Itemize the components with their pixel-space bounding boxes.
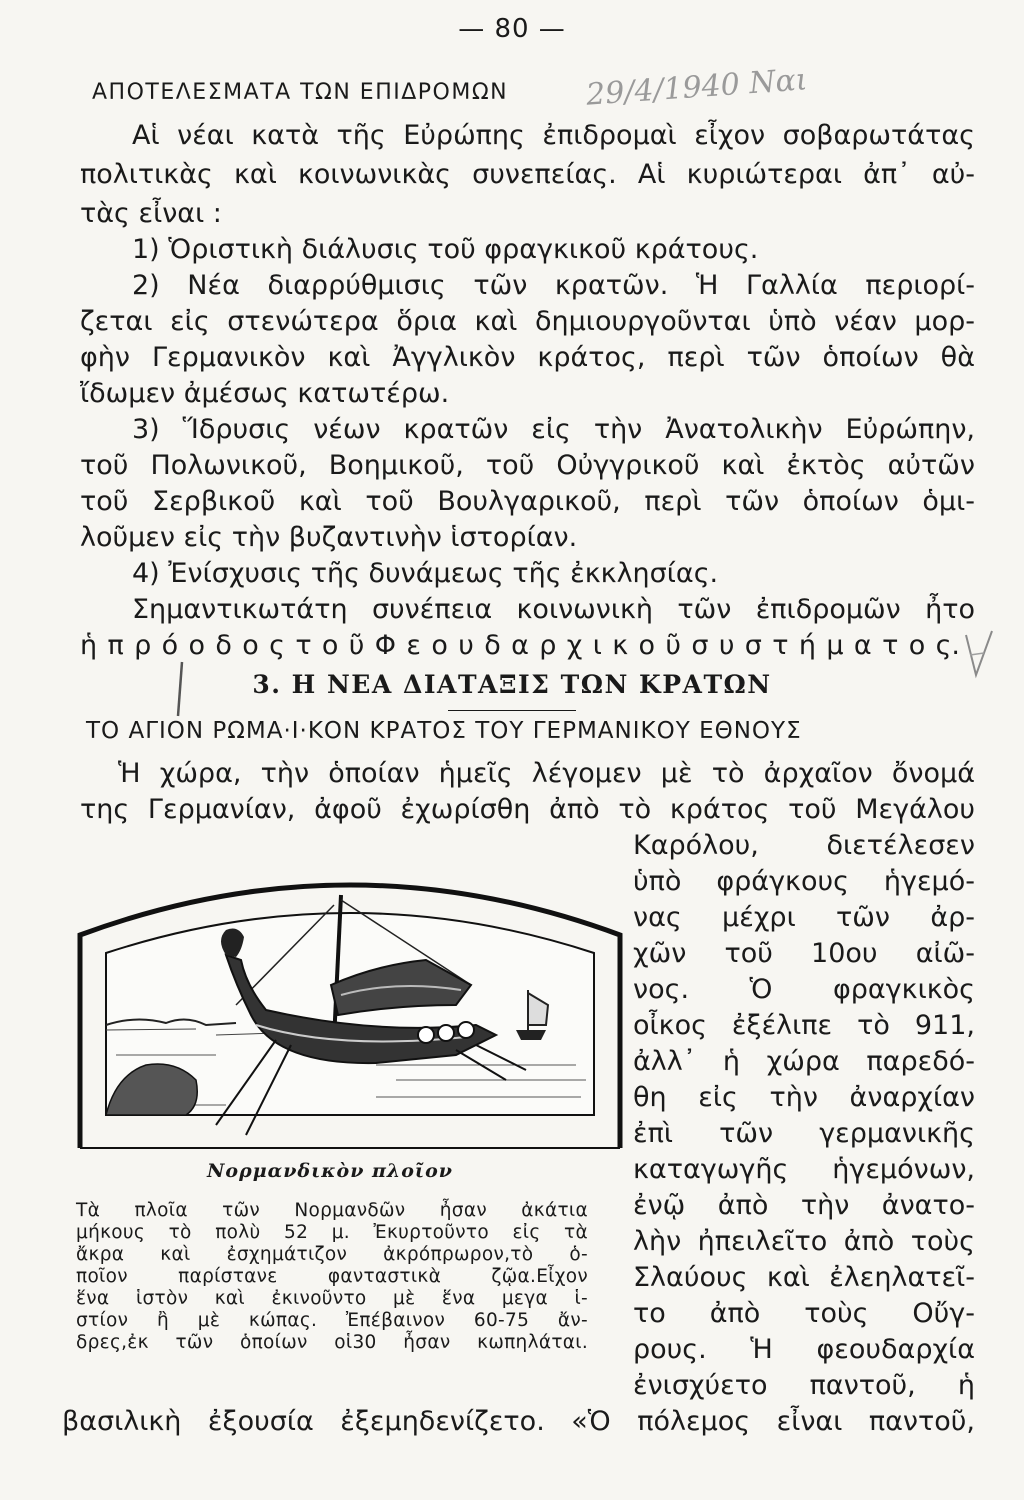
text-line-spaced: ἡ π ρ ό ο δ ο ς τ ο ῦ Φ ε ο υ δ α ρ χ ι κ ο ῦ σ υ σ τ ή μ α τ ο ς. bbox=[80, 630, 960, 661]
text-line: Σημαντικωτάτη συνέπεια κοινωνικὴ τῶν ἐπιδρομῶν ἦτο bbox=[132, 594, 975, 625]
column-line: ὑπὸ φράγκους ἡγεμό- bbox=[633, 866, 975, 897]
list-item-2: 2) Νέα διαρρύθμισις τῶν κρατῶν. Ἡ Γαλλία περιορί- bbox=[132, 270, 975, 301]
text-line: τὰς εἶναι : bbox=[80, 198, 222, 229]
column-line: το ἀπὸ τοὺς Οὔγ- bbox=[633, 1298, 975, 1329]
column-line: λὴν ἠπειλεῖτο ἀπὸ τοὺς bbox=[633, 1226, 975, 1257]
norman-ship-illustration bbox=[76, 865, 624, 1150]
text-line: πολιτικὰς καὶ κοινωνικὰς συνεπείας. Αἱ κυριώτεραι ἀπ᾽ αὐ- bbox=[80, 159, 975, 190]
column-line: ἐπὶ τῶν γερμανικῆς bbox=[633, 1118, 975, 1149]
list-item-3: 3) Ἵδρυσις νέων κρατῶν εἰς τὴν Ἀνατολικὴν Εὐρώπην, bbox=[132, 414, 975, 445]
text-line: Ἡ χώρα, τὴν ὁποίαν ἡμεῖς λέγομεν μὲ τὸ ἀρχαῖον ὄνομά bbox=[118, 758, 975, 789]
caption-line: ἕνα ἱστὸν καὶ ἐκινοῦντο μὲ ἕνα μεγα ἱ- bbox=[76, 1288, 588, 1309]
text-line: ζεται εἰς στενώτερα ὅρια καὶ δημιουργοῦνται ὑπὸ νέαν μορ- bbox=[80, 306, 975, 337]
column-line: ρους. Ἡ φεουδαρχία bbox=[633, 1334, 975, 1365]
section-heading-results: ΑΠΟΤΕΛΕΣΜΑΤΑ ΤΩΝ ΕΠΙΔΡΟΜΩΝ bbox=[92, 80, 509, 105]
column-line: ἐνῷ ἀπὸ τὴν ἀνατο- bbox=[633, 1190, 975, 1221]
column-line: Σλαύους καὶ ἐλεηλατεῖ- bbox=[633, 1262, 975, 1293]
section-title: 3. Η ΝΕΑ ΔΙΑΤΑΞΙΣ ΤΩΝ ΚΡΑΤΩΝ bbox=[252, 670, 772, 699]
text-line-last: βασιλικὴ ἐξουσία ἐξεμηδενίζετο. «Ὁ πόλεμος εἶναι παντοῦ, bbox=[62, 1406, 975, 1437]
text-line: Αἱ νέαι κατὰ τῆς Εὐρώπης ἐπιδρομαὶ εἶχον σοβαρωτάτας bbox=[132, 120, 975, 151]
column-line: νος. Ὁ φραγκικὸς bbox=[633, 974, 975, 1005]
caption-line: ἄκρα καὶ ἐσχημάτιζον ἀκρόπρωρον,τὸ ὁ- bbox=[76, 1244, 588, 1265]
column-line: Καρόλου, διετέλεσεν bbox=[633, 830, 975, 861]
list-item-4: 4) Ἐνίσχυσις τῆς δυνάμεως τῆς ἐκκλησίας. bbox=[132, 558, 719, 589]
text-line: της Γερμανίαν, ἀφοῦ ἐχωρίσθη ἀπὸ τὸ κράτος τοῦ Μεγάλου bbox=[80, 794, 975, 825]
list-item-1: 1) Ὁριστικὴ διάλυσις τοῦ φραγκικοῦ κράτους. bbox=[132, 234, 759, 265]
section-rule bbox=[448, 710, 576, 711]
text-line: ἴδωμεν ἀμέσως κατωτέρω. bbox=[80, 378, 450, 409]
caption-line: ποῖον παρίστανε φανταστικὰ ζῷα.Εἶχον bbox=[76, 1266, 588, 1287]
caption-line: δρες,ἐκ τῶν ὁποίων οἱ30 ἦσαν κωπηλάται. bbox=[76, 1332, 588, 1353]
page-number: — 80 — bbox=[458, 14, 566, 44]
column-line: νας μέχρι τῶν ἀρ- bbox=[633, 902, 975, 933]
sub-heading: ΤΟ ΑΓΙΟΝ ΡΩΜΑ·Ι·ΚΟΝ ΚΡΑΤΟΣ ΤΟΥ ΓΕΡΜΑΝΙΚΟΥ ΕΘΝΟΥΣ bbox=[86, 718, 802, 744]
column-line: ἐνισχύετο παντοῦ, ἡ bbox=[633, 1370, 975, 1401]
column-line: χῶν τοῦ 10ου αἰῶ- bbox=[633, 938, 975, 969]
text-line: λοῦμεν εἰς τὴν βυζαντινὴν ἱστορίαν. bbox=[80, 522, 578, 553]
text-line: τοῦ Σερβικοῦ καὶ τοῦ Βουλγαρικοῦ, περὶ τῶν ὁποίων ὁμι- bbox=[80, 486, 975, 517]
text-line: φὴν Γερμανικὸν καὶ Ἀγγλικὸν κράτος, περὶ τῶν ὁποίων θὰ bbox=[80, 342, 975, 373]
figure-caption-title: Νορμανδικὸν πλοῖον bbox=[207, 1160, 453, 1182]
column-line: οἶκος ἐξέλιπε τὸ 911, bbox=[633, 1010, 975, 1041]
text-line: τοῦ Πολωνικοῦ, Βοημικοῦ, τοῦ Οὐγγρικοῦ καὶ ἐκτὸς αὐτῶν bbox=[80, 450, 975, 481]
caption-line: μήκους τὸ πολὺ 52 μ. Ἐκυρτοῦντο εἰς τὰ bbox=[76, 1222, 588, 1243]
column-line: ἀλλ᾽ ἡ χώρα παρεδό- bbox=[633, 1046, 975, 1077]
caption-line: στίον ἢ μὲ κώπας. Ἐπέβαινον 60-75 ἄν- bbox=[76, 1310, 588, 1331]
column-line: καταγωγῆς ἡγεμόνων, bbox=[633, 1154, 975, 1185]
column-line: θη εἰς τὴν ἀναρχίαν bbox=[633, 1082, 975, 1113]
caption-line: Τὰ πλοῖα τῶν Νορμανδῶν ἦσαν ἀκάτια bbox=[76, 1200, 588, 1221]
handwritten-date-note: 29/4/1940 Ναι bbox=[585, 62, 809, 113]
